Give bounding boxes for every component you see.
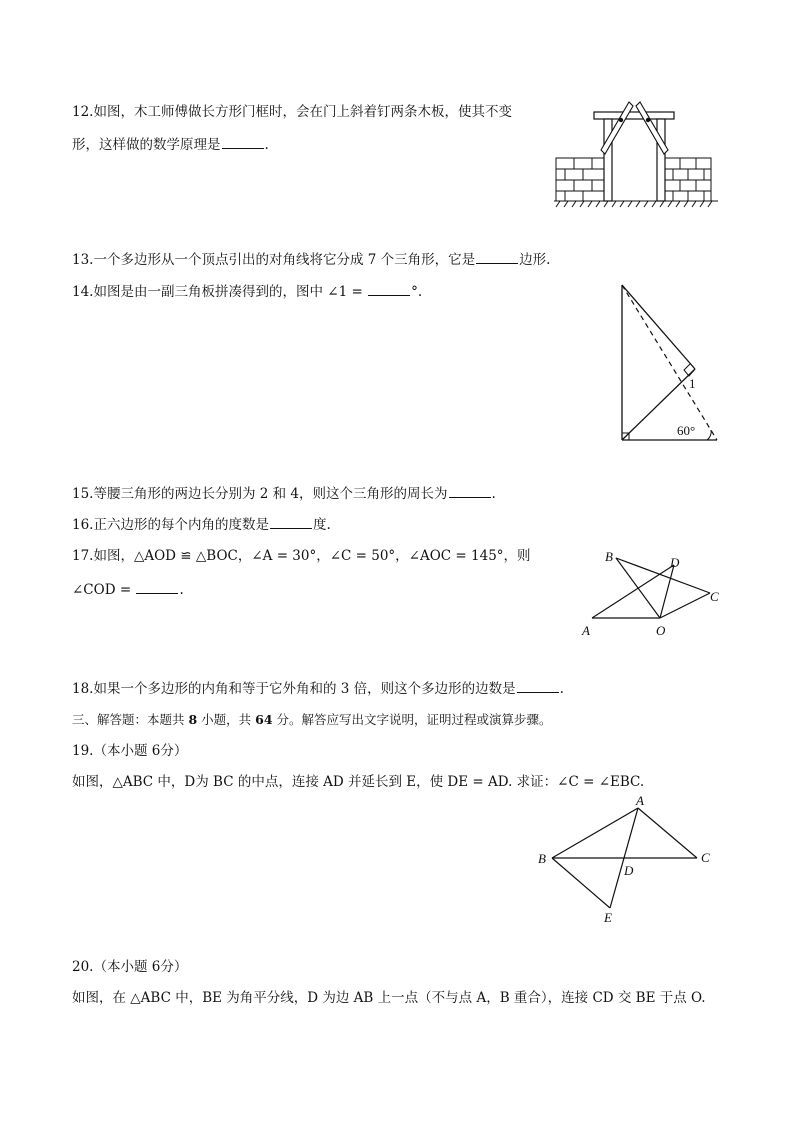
angle-60-label: 60° <box>677 423 696 438</box>
q14-tail: °. <box>411 284 423 300</box>
answer-blank <box>222 135 264 149</box>
q16-text: 16.正六边形的每个内角的度数是 <box>72 517 269 533</box>
door-right-post <box>657 119 665 201</box>
ground-hatching <box>554 201 718 207</box>
top-slant-edge <box>622 285 695 369</box>
q17-line2 <box>72 580 184 599</box>
section-3-text-c: 分。解答应写出文字说明，证明过程或演算步骤。 <box>272 712 552 727</box>
label-B: B <box>538 851 546 866</box>
q14-text: 14.如图是由一副三角板拼凑得到的，图中 ∠1 = <box>72 284 368 300</box>
dashed-extension <box>622 285 717 440</box>
q18-line <box>72 679 564 698</box>
q19-header: 19.（本小题 6分） <box>72 743 188 759</box>
triangles-aod-boc-figure <box>580 548 730 643</box>
section-3-heading <box>72 711 552 729</box>
answer-blank <box>517 679 559 693</box>
q20-body: 如图，在 △ABC 中，BE 为角平分线，D 为边 AB 上一点（不与点 A，B 重合），连接 CD 交 BE 于点 O. <box>72 990 706 1006</box>
angle-1-label: 1 <box>689 376 696 391</box>
q20-header: 20.（本小题 6分） <box>72 959 188 975</box>
answer-blank <box>476 250 518 264</box>
q14-line <box>72 282 422 301</box>
q19-body: 如图，△ABC 中，D为 BC 的中点，连接 AD 并延长到 E，使 DE = AD. 求证：∠C = ∠EBC. <box>72 774 645 790</box>
q12-line1: 12.如图，木工师傅做长方形门框时，会在门上斜着钉两条木板，使其不变 <box>72 104 512 120</box>
q13-tail: 边形. <box>519 252 551 268</box>
left-nail-icon <box>619 118 623 122</box>
answer-blank <box>449 484 491 498</box>
right-brick-wall <box>665 158 711 201</box>
q12-text: 形，这样做的数学原理是 <box>72 137 221 153</box>
q12-tail: . <box>264 137 269 153</box>
door-frame-figure <box>554 100 724 210</box>
answer-blank <box>270 515 312 529</box>
q17-tail: . <box>179 582 184 598</box>
section-3-text-b: 小题，共 <box>197 712 256 727</box>
q18-tail: . <box>559 681 564 697</box>
answer-blank <box>136 580 178 594</box>
left-brick-wall <box>556 158 604 201</box>
section-3-text-a: 三、解答题：本题共 <box>72 712 189 727</box>
label-D: D <box>670 555 680 570</box>
q13-line <box>72 250 550 269</box>
q15-text: 15.等腰三角形的两边长分别为 2 和 4，则这个三角形的周长为 <box>72 486 448 502</box>
q16-tail: 度. <box>312 517 331 533</box>
section-3-count: 8 <box>188 712 198 727</box>
label-O: O <box>656 623 666 638</box>
label-A: A <box>636 793 644 808</box>
label-A: A <box>582 623 590 638</box>
triangle-abc-median-figure <box>532 793 732 923</box>
q16-line <box>72 515 331 534</box>
q13-text: 13.一个多边形从一个顶点引出的对角线将它分成 7 个三角形，它是 <box>72 252 476 268</box>
right-nail-icon <box>646 118 650 122</box>
label-E: E <box>604 910 612 925</box>
door-top-beam <box>594 112 674 119</box>
label-D: D <box>624 863 634 878</box>
q18-text: 18.如果一个多边形的内角和等于它外角和的 3 倍，则这个多边形的边数是 <box>72 681 516 697</box>
door-left-post <box>604 119 612 201</box>
q15-tail: . <box>491 486 496 502</box>
answer-blank <box>368 282 410 296</box>
q17-text: ∠COD = <box>72 582 136 598</box>
q17-line1: 17.如图，△AOD ≌ △BOC，∠A = 30°，∠C = 50°，∠AOC = 145°，则 <box>72 548 531 564</box>
set-square-figure <box>614 280 724 445</box>
q15-line <box>72 484 496 503</box>
q12-line2 <box>72 135 269 154</box>
label-C: C <box>710 589 719 604</box>
label-C: C <box>701 850 710 865</box>
section-3-score: 64 <box>255 712 273 727</box>
label-B: B <box>605 549 613 564</box>
angle-arc <box>707 430 711 440</box>
